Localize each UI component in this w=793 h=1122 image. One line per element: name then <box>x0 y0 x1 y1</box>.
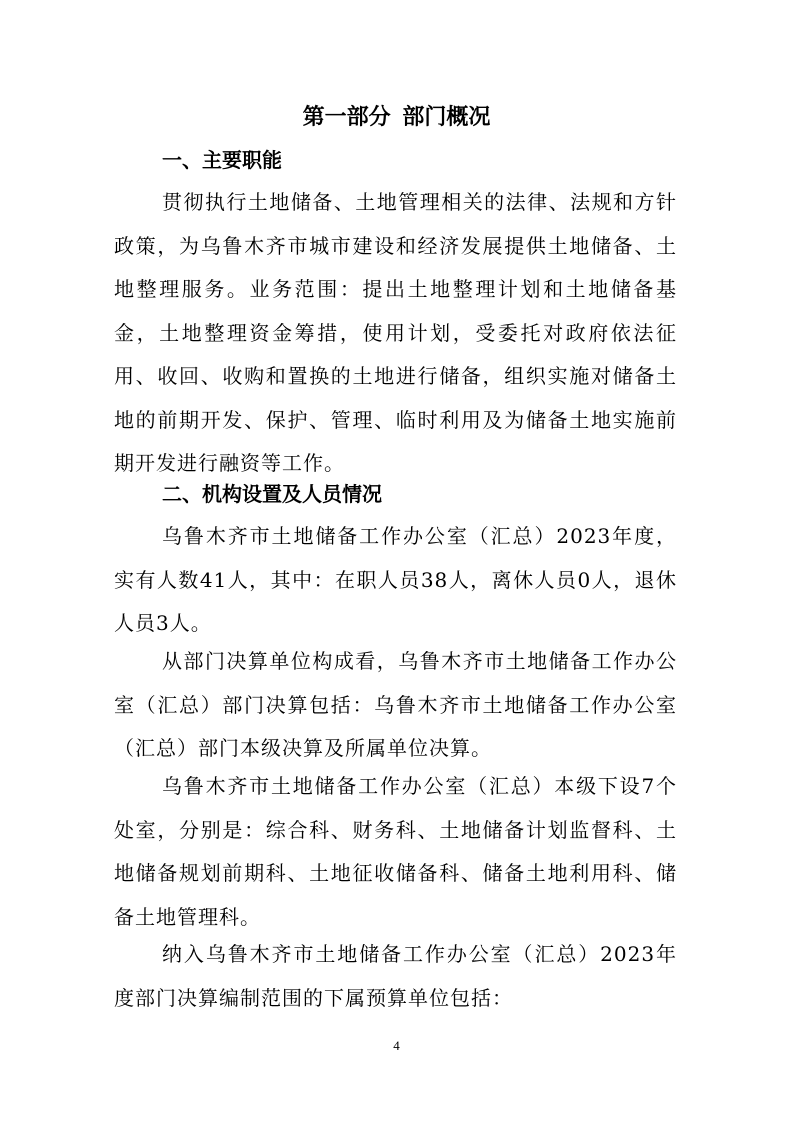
paragraph-staff-count: 乌鲁木齐市土地储备工作办公室（汇总）2023年度，实有人数41人，其中：在职人员38人，离休人员0人，退休人员3人。 <box>114 524 677 635</box>
paragraph-departments: 乌鲁木齐市土地储备工作办公室（汇总）本级下设7个处室，分别是：综合科、财务科、土地储备计划监督科、土地储备规划前期科、土地征收储备科、储备土地利用科、储备土地管理科。 <box>114 774 677 929</box>
page-number: 4 <box>393 1038 400 1053</box>
section-heading-organization: 二、机构设置及人员情况 <box>162 482 382 506</box>
paragraph-budget-units: 从部门决算单位构成看，乌鲁木齐市土地储备工作办公室（汇总）部门决算包括：乌鲁木齐市土地储备工作办公室（汇总）部门本级决算及所属单位决算。 <box>114 649 677 760</box>
paragraph-subordinate-units: 纳入乌鲁木齐市土地储备工作办公室（汇总）2023年度部门决算编制范围的下属预算单位包括： <box>114 942 677 1010</box>
page-title: 第一部分 部门概况 <box>302 105 491 130</box>
section-heading-main-functions: 一、主要职能 <box>162 148 282 172</box>
paragraph-main-functions: 贯彻执行土地储备、土地管理相关的法律、法规和方针政策，为乌鲁木齐市城市建设和经济发展提供土地储备、土地整理服务。业务范围：提出土地整理计划和土地储备基金，土地整理资金筹措，使用计划，受委托对政府依法征用、收回、收购和置换的土地进行储备，组织实施对储备土地的前期开发、保护、管理、临时利用及为储备土地实施前期开发进行融资等工作。 <box>114 190 677 475</box>
